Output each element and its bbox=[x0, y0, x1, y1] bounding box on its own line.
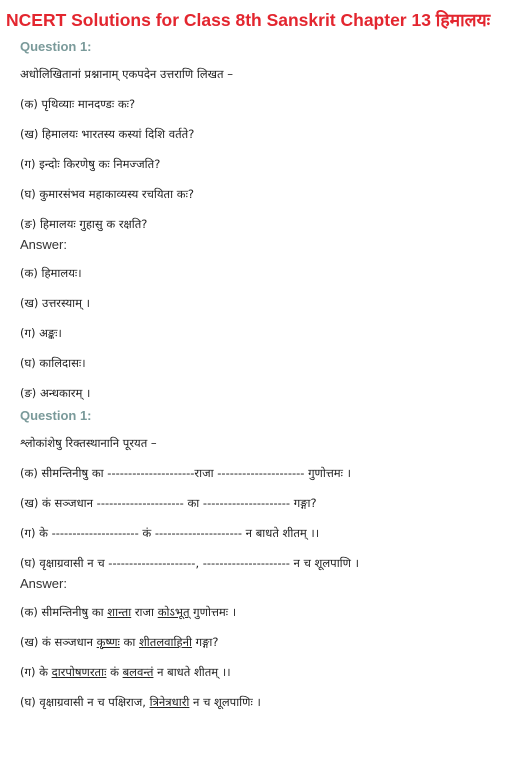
answer-item: (ख) उत्तरस्याम् । bbox=[20, 296, 91, 310]
filled-answer-item: (ग) के दारपोषणरताः कं बलवन्तं न बाधते शीतम् ।। bbox=[20, 665, 231, 679]
answer-label: Answer: bbox=[20, 237, 67, 252]
instruction-text: श्लोकांशेषु रिक्तस्थानानि पूरयत – bbox=[20, 436, 157, 450]
instruction-text: अधोलिखितानां प्रश्नानाम् एकपदेन उत्तराणि लिखत – bbox=[20, 67, 233, 81]
answer-item: (क) हिमालयः। bbox=[20, 266, 82, 280]
filled-word: बलवन्तं bbox=[122, 665, 154, 679]
filled-word: कृष्णः bbox=[96, 635, 120, 649]
filled-word: कोऽभूत् bbox=[157, 605, 190, 619]
filled-word: दारपोषणरताः bbox=[51, 665, 107, 679]
answer-item: (ङ) अन्धकारम् । bbox=[20, 386, 91, 400]
answer-item: (ग) अङ्कः। bbox=[20, 326, 62, 340]
question-label: Question 1: bbox=[20, 39, 92, 54]
page-title: NCERT Solutions for Class 8th Sanskrit Chapter 13 हिमालयः bbox=[6, 10, 491, 30]
question-item: (ङ) हिमालयः गुहासु क रक्षति? bbox=[20, 217, 148, 231]
question-label: Question 1: bbox=[20, 408, 92, 423]
question-item: (ग) इन्दोः किरणेषु कः निमज्जति? bbox=[20, 157, 161, 171]
fill-blank-item: (घ) वृक्षाग्रवासी न च ---------------------, --------------------- न च शूलपाणि । bbox=[20, 556, 359, 570]
filled-word: शीतलवाहिनी bbox=[138, 635, 192, 649]
filled-word: त्रिनेत्रधारी bbox=[149, 695, 190, 709]
answer-label: Answer: bbox=[20, 576, 67, 591]
question-item: (ख) हिमालयः भारतस्य कस्यां दिशि वर्तते? bbox=[20, 127, 195, 141]
answer-item: (घ) कालिदासः। bbox=[20, 356, 86, 370]
fill-blank-item: (ख) कं सञ्जधान --------------------- का --------------------- गङ्गा? bbox=[20, 496, 317, 510]
filled-answer-item: (घ) वृक्षाग्रवासी न च पक्षिराज, त्रिनेत्रधारी न च शूलपाणिः । bbox=[20, 695, 261, 709]
filled-answer-item: (क) सीमन्तिनीषु का शान्ता राजा कोऽभूत् गुणोत्तमः । bbox=[20, 605, 237, 619]
fill-blank-item: (ग) के --------------------- कं --------------------- न बाधते शीतम् ।। bbox=[20, 526, 320, 540]
question-item: (क) पृथिव्याः मानदण्डः कः? bbox=[20, 97, 136, 111]
question-item: (घ) कुमारसंभव महाकाव्यस्य रचयिता कः? bbox=[20, 187, 194, 201]
filled-word: शान्ता bbox=[107, 605, 132, 619]
fill-blank-item: (क) सीमन्तिनीषु का ---------------------राजा --------------------- गुणोत्तमः । bbox=[20, 466, 352, 480]
filled-answer-item: (ख) कं सञ्जधान कृष्णः का शीतलवाहिनी गङ्गा? bbox=[20, 635, 219, 649]
